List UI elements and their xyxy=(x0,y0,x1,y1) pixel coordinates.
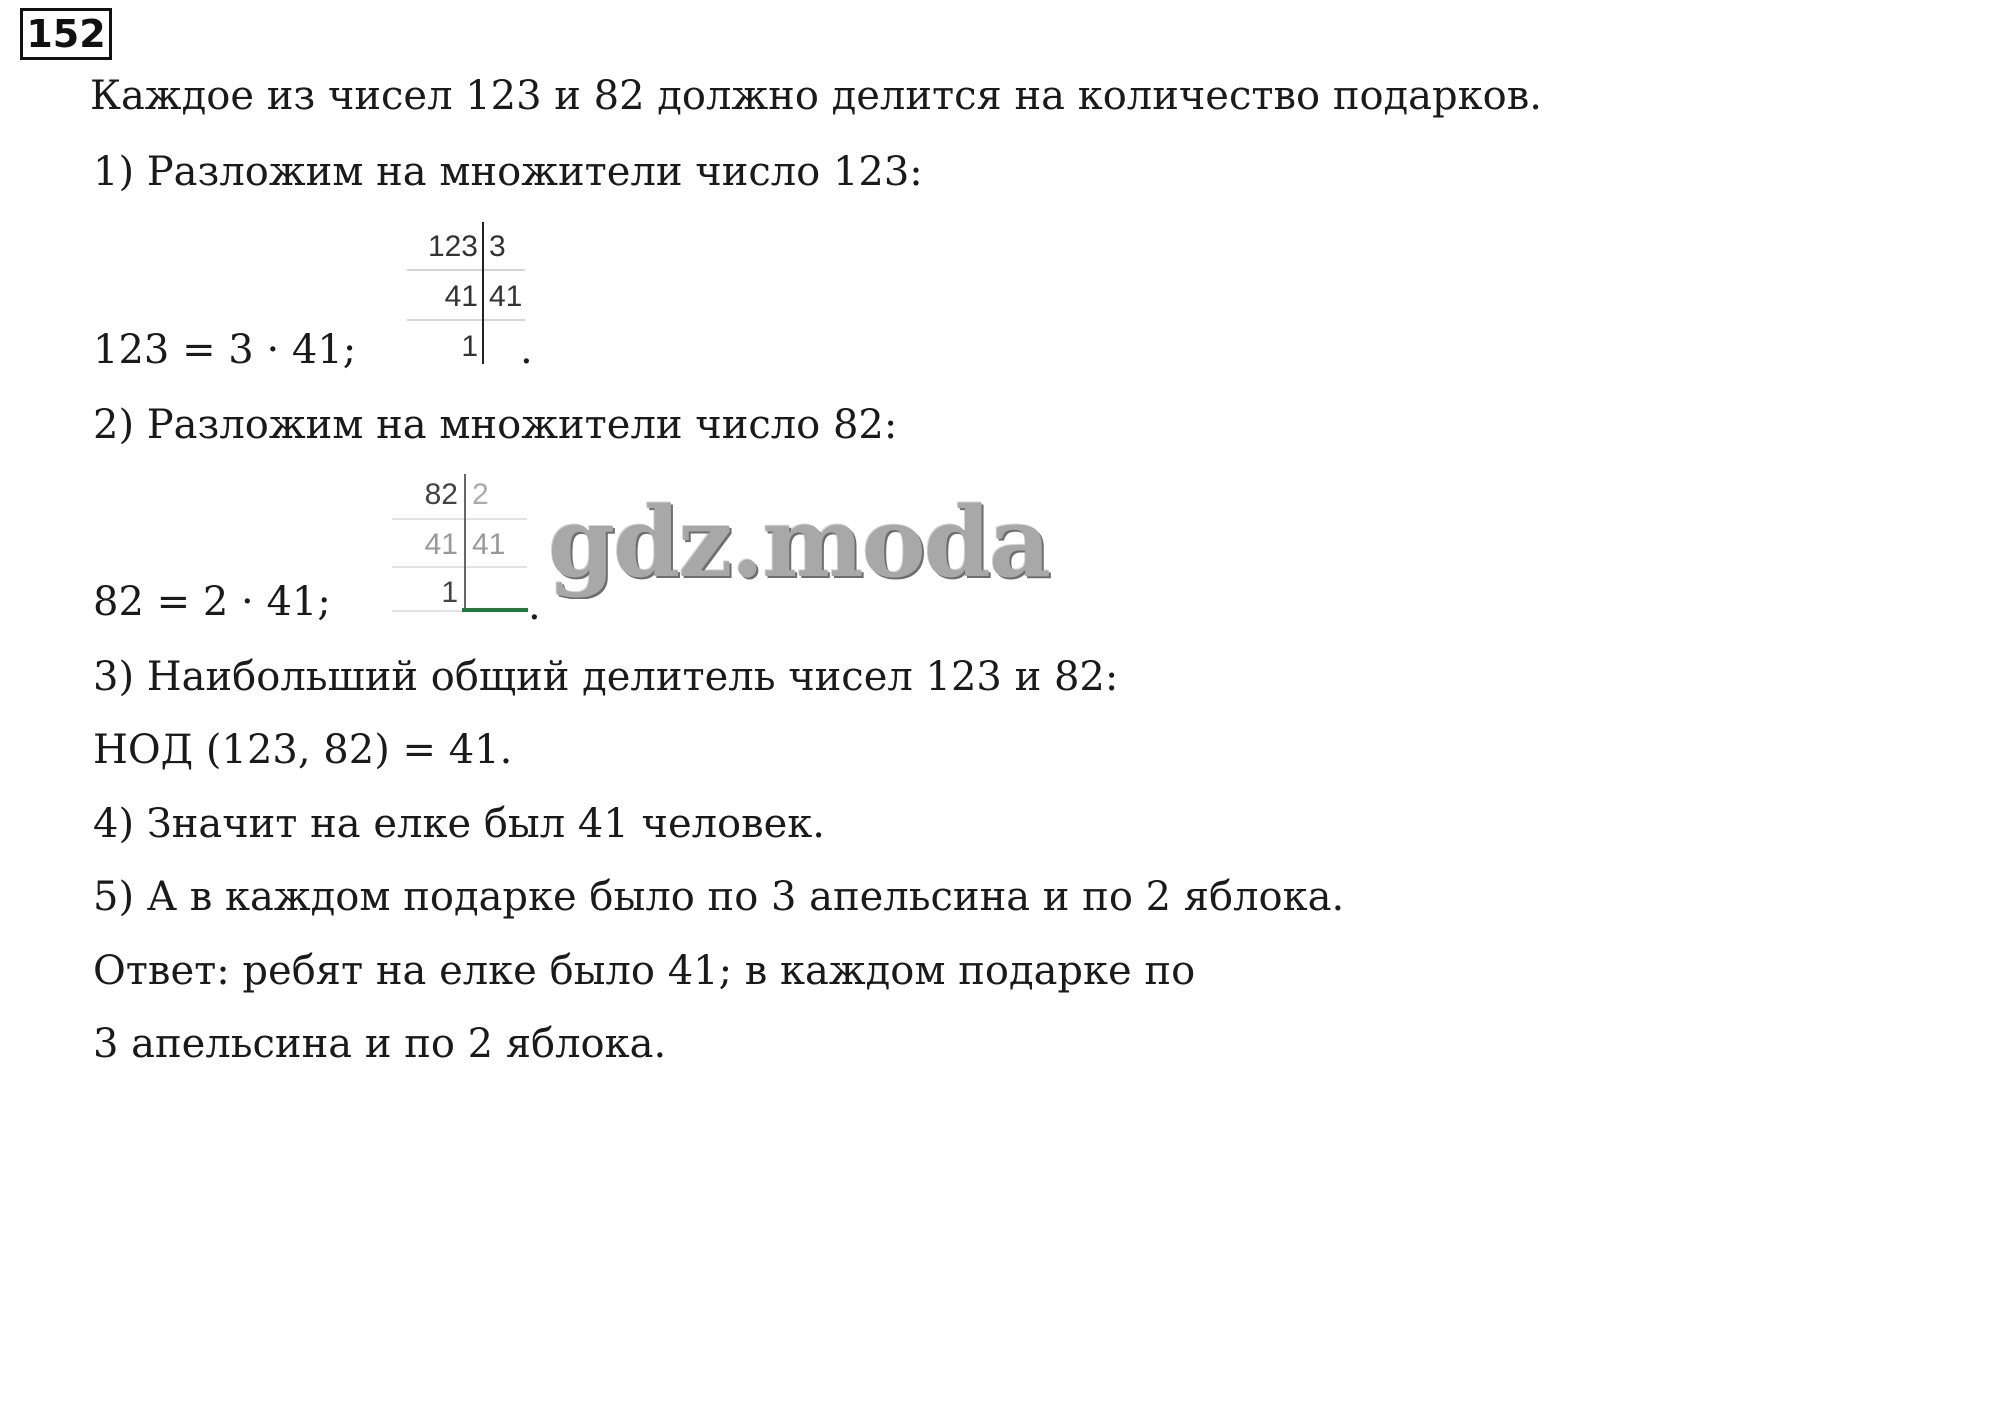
table-divisor: 41 xyxy=(472,528,506,561)
table-dividend: 1 xyxy=(441,576,458,609)
intro-text: Каждое из чисел 123 и 82 должно делится на количество подарков. xyxy=(90,73,1542,119)
table-divisor: 3 xyxy=(489,230,506,263)
table-row-divider xyxy=(407,319,525,321)
step2-heading: 2) Разложим на множители число 82: xyxy=(93,402,898,448)
step4-text: 4) Значит на елке был 41 человек. xyxy=(93,801,826,847)
step1-end-dot: . xyxy=(520,327,533,373)
table-row-divider xyxy=(407,269,525,271)
watermark-logo: gdz.moda xyxy=(548,486,1050,599)
table-row-divider xyxy=(392,566,527,568)
table-underline xyxy=(462,608,528,612)
step3-result: НОД (123, 82) = 41. xyxy=(93,727,513,773)
table-row-divider xyxy=(392,518,527,520)
table-dividend: 82 xyxy=(424,478,458,511)
table-divisor: 41 xyxy=(489,280,523,313)
task-number: 152 xyxy=(20,8,112,60)
step2-result: 82 = 2 · 41; xyxy=(93,579,331,625)
step1-result: 123 = 3 · 41; xyxy=(93,327,357,373)
step5-text: 5) А в каждом подарке было по 3 апельсина и по 2 яблока. xyxy=(93,874,1345,920)
table-column-divider xyxy=(482,222,484,364)
factorization-table-82 xyxy=(392,474,532,619)
answer-line-2: 3 апельсина и по 2 яблока. xyxy=(93,1021,667,1067)
table-row-divider xyxy=(392,610,462,612)
table-dividend: 1 xyxy=(461,330,478,363)
table-dividend: 41 xyxy=(444,280,478,313)
step2-end-dot: . xyxy=(528,583,541,629)
table-dividend: 41 xyxy=(424,528,458,561)
step1-heading: 1) Разложим на множители число 123: xyxy=(93,149,923,195)
table-column-divider xyxy=(464,474,466,612)
step3-heading: 3) Наибольший общий делитель чисел 123 и 82: xyxy=(93,654,1119,700)
table-divisor: 2 xyxy=(472,478,489,511)
answer-line-1: Ответ: ребят на елке было 41; в каждом подарке по xyxy=(93,948,1196,994)
table-dividend: 123 xyxy=(427,230,478,263)
factorization-table-123 xyxy=(405,222,530,372)
